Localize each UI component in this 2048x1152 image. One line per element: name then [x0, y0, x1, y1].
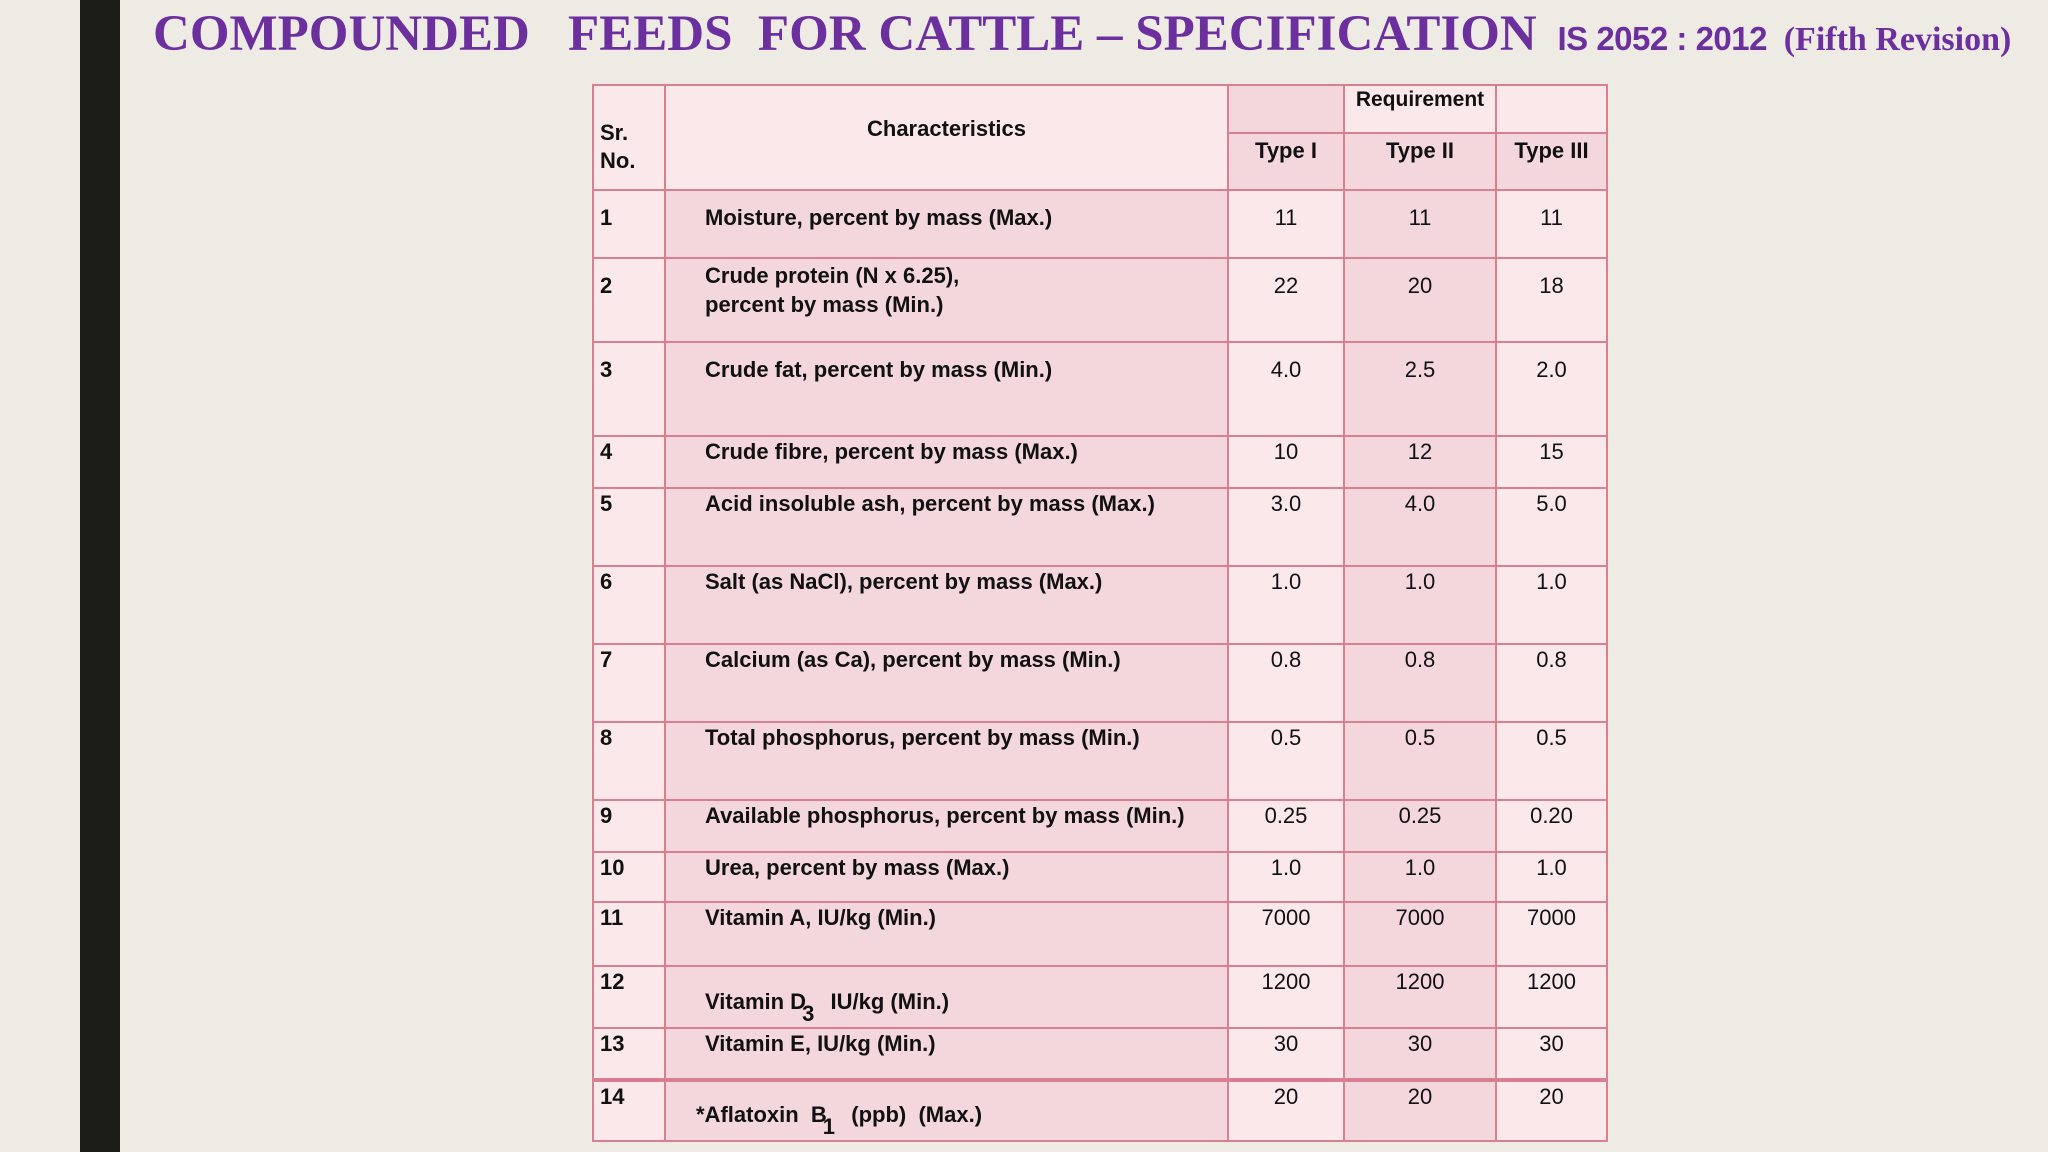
- type3-value: 1200: [1496, 966, 1607, 1028]
- sr-cell: 6: [593, 566, 665, 644]
- type2-value: 0.8: [1344, 644, 1496, 722]
- type2-value: 20: [1344, 258, 1496, 342]
- char-text-pre: *Aflatoxin B: [696, 1102, 827, 1127]
- characteristic-cell: Salt (as NaCl), percent by mass (Max.): [665, 566, 1228, 644]
- characteristic-cell: Calcium (as Ca), percent by mass (Min.): [665, 644, 1228, 722]
- type3-value: 20: [1496, 1080, 1607, 1141]
- characteristic-cell: Vitamin E, IU/kg (Min.): [665, 1028, 1228, 1080]
- type1-value: 22: [1228, 258, 1344, 342]
- sr-cell: 1: [593, 190, 665, 258]
- header-row-top: [593, 85, 1607, 133]
- title-main: COMPOUNDED FEEDS FOR CATTLE – SPECIFICATION: [153, 6, 1537, 62]
- type3-value: 7000: [1496, 902, 1607, 966]
- type1-value: 7000: [1228, 902, 1344, 966]
- type1-value: 1200: [1228, 966, 1344, 1028]
- char-text-post: IU/kg (Min.): [818, 989, 950, 1014]
- header-characteristics: Characteristics: [665, 85, 1228, 190]
- type3-value: 0.8: [1496, 644, 1607, 722]
- table-row: [593, 902, 1607, 966]
- sr-cell: 13: [593, 1028, 665, 1080]
- type3-value: 0.5: [1496, 722, 1607, 800]
- sr-cell: 3: [593, 342, 665, 436]
- type2-value: 0.5: [1344, 722, 1496, 800]
- characteristic-cell: Available phosphorus, percent by mass (Min.): [665, 800, 1228, 852]
- header-sr-no: [593, 85, 665, 190]
- header-requirement: Requirement: [1344, 85, 1496, 133]
- type2-value: 30: [1344, 1028, 1496, 1080]
- type2-value: 1.0: [1344, 852, 1496, 902]
- type3-value: 15: [1496, 436, 1607, 488]
- characteristic-cell: Moisture, percent by mass (Max.): [665, 190, 1228, 258]
- type2-value: 1200: [1344, 966, 1496, 1028]
- table-row: [593, 1028, 1607, 1080]
- characteristic-cell: Crude fat, percent by mass (Min.): [665, 342, 1228, 436]
- type2-value: 2.5: [1344, 342, 1496, 436]
- type1-value: 20: [1228, 1080, 1344, 1141]
- title-revision: (Fifth Revision): [1783, 21, 2012, 58]
- sr-cell: 8: [593, 722, 665, 800]
- left-accent-bar: [80, 0, 120, 1152]
- header-sr-no-label: Sr. No.: [600, 120, 636, 173]
- table-row: [593, 966, 1607, 1028]
- type3-value: 11: [1496, 190, 1607, 258]
- table-row: [593, 566, 1607, 644]
- header-type-1: Type I: [1228, 133, 1344, 190]
- header-type-2: Type II: [1344, 133, 1496, 190]
- sr-cell: 12: [593, 966, 665, 1028]
- characteristic-line-2: percent by mass (Min.): [705, 292, 944, 317]
- characteristic-cell: Vitamin A, IU/kg (Min.): [665, 902, 1228, 966]
- char-text-post: (ppb) (Max.): [839, 1102, 983, 1127]
- type2-value: 11: [1344, 190, 1496, 258]
- table-row: [593, 488, 1607, 566]
- type2-value: 12: [1344, 436, 1496, 488]
- table-row: [593, 800, 1607, 852]
- characteristic-cell: [665, 966, 1228, 1028]
- type1-value: 4.0: [1228, 342, 1344, 436]
- specification-table: [592, 84, 1608, 1142]
- type1-value: 1.0: [1228, 566, 1344, 644]
- sr-cell: 11: [593, 902, 665, 966]
- type2-value: 0.25: [1344, 800, 1496, 852]
- type1-value: 30: [1228, 1028, 1344, 1080]
- sr-cell: 10: [593, 852, 665, 902]
- characteristic-line-1: Crude protein (N x 6.25),: [705, 263, 960, 288]
- type3-value: 30: [1496, 1028, 1607, 1080]
- type3-value: 1.0: [1496, 852, 1607, 902]
- type1-value: 0.25: [1228, 800, 1344, 852]
- type2-value: 20: [1344, 1080, 1496, 1141]
- table-row: [593, 852, 1607, 902]
- type1-value: 3.0: [1228, 488, 1344, 566]
- subscript-3: 3: [802, 1001, 815, 1026]
- characteristic-cell: Urea, percent by mass (Max.): [665, 852, 1228, 902]
- table-row: [593, 1080, 1607, 1141]
- header-type-3: Type III: [1496, 133, 1607, 190]
- sr-cell: 5: [593, 488, 665, 566]
- type1-value: 10: [1228, 436, 1344, 488]
- characteristic-cell: [665, 258, 1228, 342]
- table-row: [593, 722, 1607, 800]
- type1-value: 1.0: [1228, 852, 1344, 902]
- type3-value: 5.0: [1496, 488, 1607, 566]
- char-text-pre: Vitamin D: [705, 989, 807, 1014]
- type2-value: 7000: [1344, 902, 1496, 966]
- characteristic-cell: [665, 1080, 1228, 1141]
- table-row: [593, 190, 1607, 258]
- sr-cell: 14: [593, 1080, 665, 1141]
- sr-cell: 2: [593, 258, 665, 342]
- sr-cell: 7: [593, 644, 665, 722]
- table-row: [593, 258, 1607, 342]
- characteristic-cell: Crude fibre, percent by mass (Max.): [665, 436, 1228, 488]
- header-blank-right: [1496, 85, 1607, 133]
- table-row: [593, 342, 1607, 436]
- type3-value: 0.20: [1496, 800, 1607, 852]
- type3-value: 18: [1496, 258, 1607, 342]
- sr-cell: 9: [593, 800, 665, 852]
- slide-title: [153, 2, 2033, 72]
- type3-value: 2.0: [1496, 342, 1607, 436]
- type1-value: 0.5: [1228, 722, 1344, 800]
- table-row: [593, 436, 1607, 488]
- title-standard: IS 2052 : 2012: [1557, 20, 1767, 57]
- characteristic-cell: Total phosphorus, percent by mass (Min.): [665, 722, 1228, 800]
- subscript-1: 1: [822, 1114, 836, 1139]
- header-blank-left: [1228, 85, 1344, 133]
- sr-cell: 4: [593, 436, 665, 488]
- table-row: [593, 644, 1607, 722]
- type1-value: 11: [1228, 190, 1344, 258]
- type3-value: 1.0: [1496, 566, 1607, 644]
- type2-value: 1.0: [1344, 566, 1496, 644]
- type2-value: 4.0: [1344, 488, 1496, 566]
- characteristic-cell: Acid insoluble ash, percent by mass (Max.): [665, 488, 1228, 566]
- type1-value: 0.8: [1228, 644, 1344, 722]
